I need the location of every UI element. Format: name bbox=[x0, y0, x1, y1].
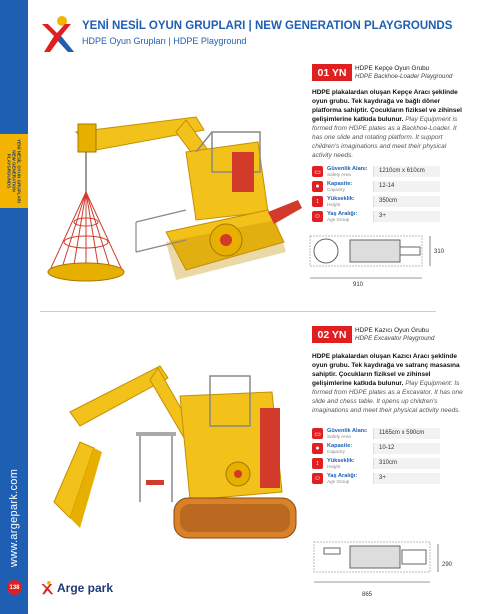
page-title: YENİ NESİL OYUN GRUPLARI | NEW GENERATION PLAYGROUNDS bbox=[82, 20, 453, 32]
backhoe-playground-image bbox=[36, 92, 304, 302]
spec-row-age-group: ☺ Yaş Aralığı: Age Group 3+ bbox=[312, 471, 440, 486]
brand-name: Arge park bbox=[57, 581, 114, 595]
plan-height-dim: 310 bbox=[434, 249, 445, 255]
product-description: HDPE plakalardan oluşan Kepçe Aracı şeklinde oyun grubu. Tek kaydırağa ve bağlı döner platforma sahiptir. Çocukların fiziksel ve zihinsel gelişimlerine katkıda bulunur. Play Equipment is formed from HDPE plates as a Backhoe-Loader. It has one slide and rotating platform. It support children's imaginations and meet their physical activity needs. bbox=[312, 89, 462, 159]
safety-area-icon: ▭ bbox=[312, 166, 323, 177]
spec-row-age-group: ☺ Yaş Aralığı: Age Group 3+ bbox=[312, 209, 440, 224]
capacity-icon: ● bbox=[312, 181, 323, 192]
plan-dim-line-1 bbox=[428, 236, 432, 266]
product-code: 02 YN bbox=[312, 326, 352, 343]
spec-list bbox=[312, 426, 440, 486]
plan-drawing-1 bbox=[306, 230, 426, 286]
product-name-en: HDPE Backhoe-Loader Playground bbox=[355, 73, 453, 80]
safety-area-icon: ▭ bbox=[312, 428, 323, 439]
age-group-icon: ☺ bbox=[313, 475, 322, 482]
footer-logo bbox=[40, 580, 113, 596]
brand-x-icon bbox=[40, 580, 54, 596]
product-description: HDPE plakalardan oluşan Kazıcı Aracı şeklinde oyun grubu. Tek kaydırağa ve satranç masasına sahiptir. Çocukların fiziksel ve zihinsel gelişimlerine katkıda bulunur. Play Equipment: Is formed from HDPE plates as a Excavator. It has one slide and chess table. It opens up children's imaginations and meet their physical activity needs. bbox=[312, 353, 463, 414]
plan-height-dim: 290 bbox=[442, 562, 453, 568]
product-name: HDPE Kazıcı Oyun Grubu bbox=[355, 327, 429, 334]
capacity-icon: ● bbox=[312, 443, 323, 454]
side-category-text: YENİ NESİL OYUN GRUPLARI NEW GENERATION PLAYGROUNDS bbox=[6, 139, 22, 203]
side-url[interactable]: www.argepark.com bbox=[8, 468, 20, 568]
spec-row-safety-area: ▭ Güvenlik Alanı: Safety Area 1210cm x 610cm bbox=[312, 164, 440, 179]
height-icon: ↕ bbox=[312, 458, 323, 469]
product-name: HDPE Kepçe Oyun Grubu bbox=[355, 65, 430, 72]
spec-row-capacity: ● Kapasite: Capacity 12-14 bbox=[312, 179, 440, 194]
spec-row-height: ↕ Yükseklik: Height 310cm bbox=[312, 456, 440, 471]
plan-width-dim: 910 bbox=[353, 282, 364, 288]
plan-width-dim: 865 bbox=[362, 592, 373, 598]
spec-row-height: ↕ Yükseklik: Height 350cm bbox=[312, 194, 440, 209]
plan-dim-line-2 bbox=[436, 544, 440, 572]
spec-row-capacity: ● Kapasite: Capacity 10-12 bbox=[312, 441, 440, 456]
age-group-icon: ☺ bbox=[313, 213, 322, 220]
brand-x-icon bbox=[38, 14, 76, 56]
plan-drawing-2 bbox=[310, 538, 434, 588]
excavator-playground-image bbox=[50, 352, 302, 562]
spec-list bbox=[312, 164, 440, 224]
page-number: 138 bbox=[7, 580, 22, 595]
product-name-en: HDPE Excavator Playground bbox=[355, 335, 435, 342]
spec-row-safety-area: ▭ Güvenlik Alanı: Safety Area 1165cm x 590cm bbox=[312, 426, 440, 441]
height-icon: ↕ bbox=[312, 196, 323, 207]
section-divider bbox=[40, 311, 436, 312]
page-subtitle: HDPE Oyun Grupları | HDPE Playground bbox=[82, 36, 247, 46]
product-code: 01 YN bbox=[312, 64, 352, 81]
